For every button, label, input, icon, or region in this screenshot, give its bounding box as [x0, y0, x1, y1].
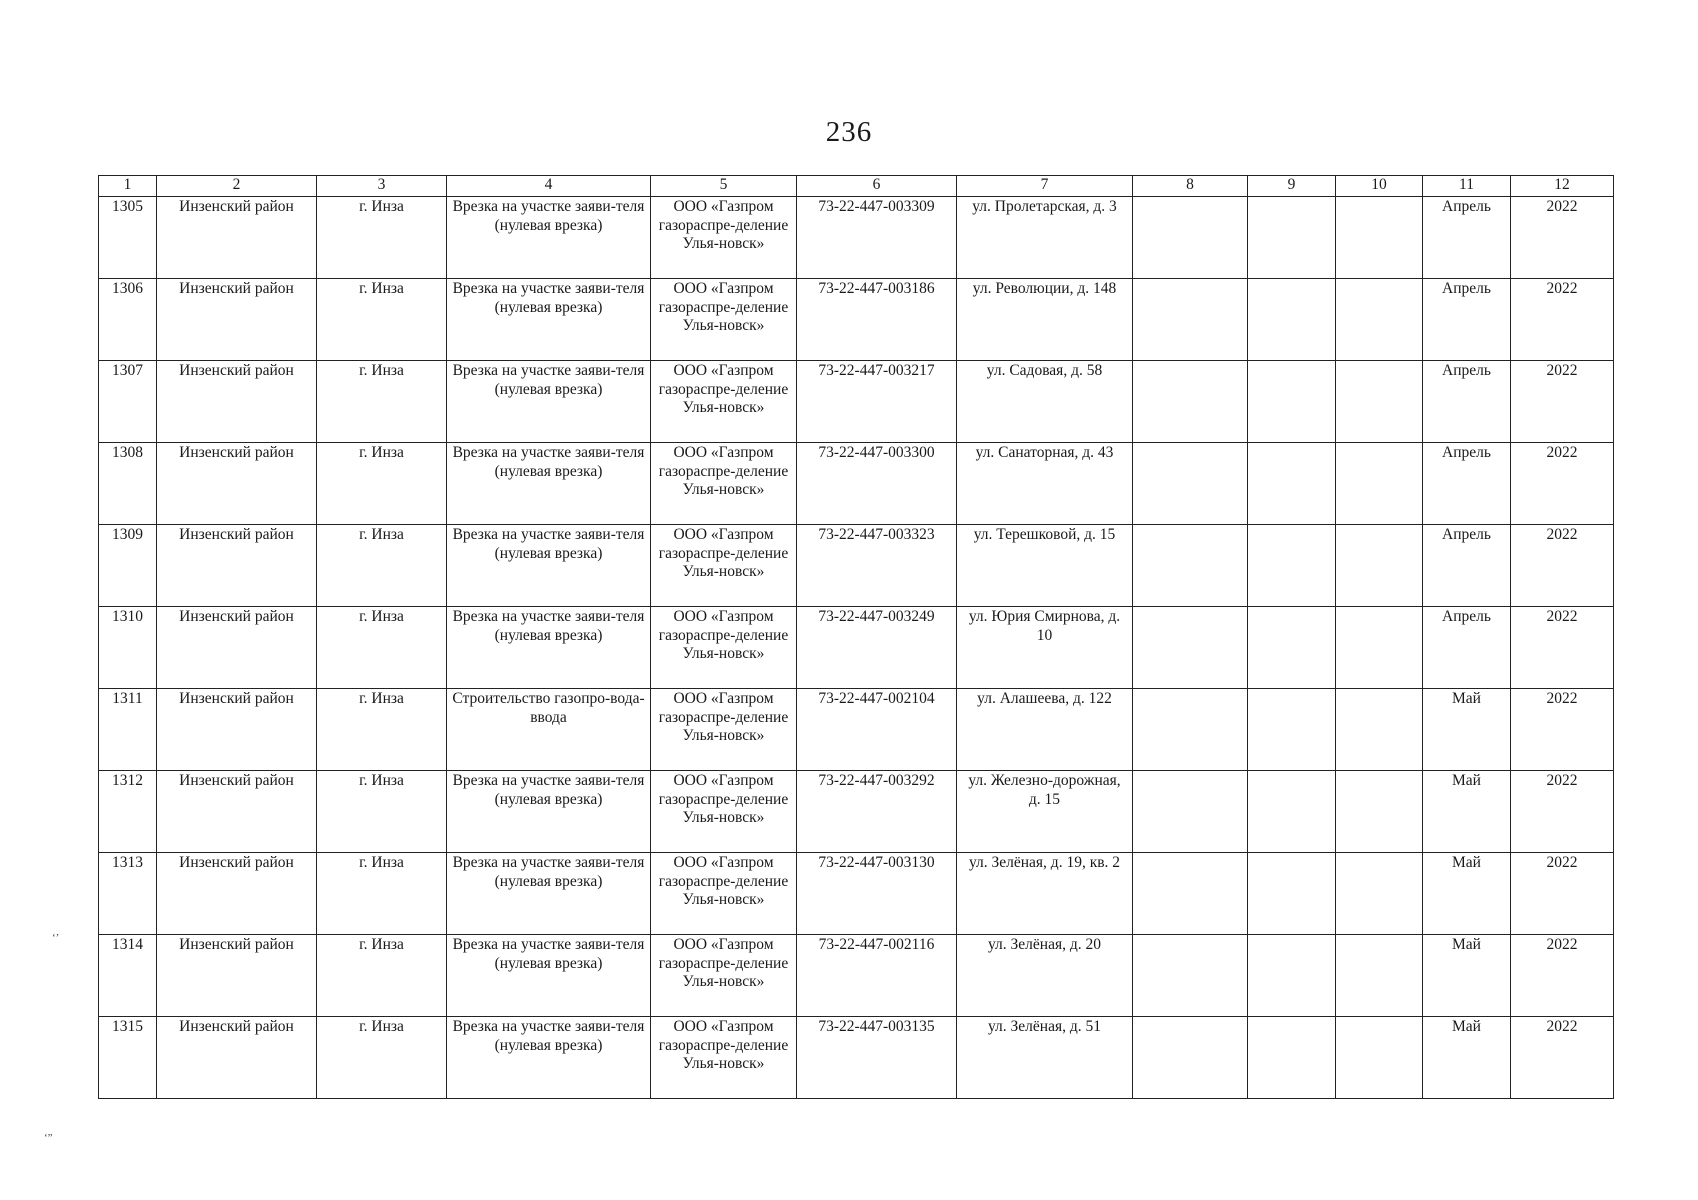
- column-10-cell: [1336, 525, 1423, 607]
- row-number-cell: 1313: [99, 853, 157, 935]
- cadastral-code-cell: 73-22-447-003217: [797, 361, 957, 443]
- table-row: [99, 279, 1614, 361]
- column-header: 1: [99, 176, 157, 197]
- locality-cell: г. Инза: [317, 197, 447, 279]
- district-cell: Инзенский район: [157, 771, 317, 853]
- cadastral-code-cell: 73-22-447-003186: [797, 279, 957, 361]
- work-type-cell: Врезка на участке заяви-теля (нулевая врезка): [447, 607, 651, 689]
- district-cell: Инзенский район: [157, 1017, 317, 1099]
- address-cell: ул. Терешковой, д. 15: [957, 525, 1133, 607]
- column-header: 5: [651, 176, 797, 197]
- month-cell: Май: [1423, 935, 1511, 1017]
- column-10-cell: [1336, 853, 1423, 935]
- cadastral-code-cell: 73-22-447-003292: [797, 771, 957, 853]
- month-cell: Апрель: [1423, 279, 1511, 361]
- column-9-cell: [1248, 197, 1336, 279]
- column-8-cell: [1133, 935, 1248, 1017]
- table-row: [99, 1017, 1614, 1099]
- year-cell: 2022: [1511, 689, 1614, 771]
- row-number-cell: 1311: [99, 689, 157, 771]
- month-cell: Апрель: [1423, 361, 1511, 443]
- table-row: [99, 853, 1614, 935]
- month-cell: Май: [1423, 771, 1511, 853]
- column-9-cell: [1248, 443, 1336, 525]
- column-10-cell: [1336, 1017, 1423, 1099]
- locality-cell: г. Инза: [317, 607, 447, 689]
- row-number-cell: 1305: [99, 197, 157, 279]
- year-cell: 2022: [1511, 525, 1614, 607]
- column-9-cell: [1248, 853, 1336, 935]
- month-cell: Май: [1423, 1017, 1511, 1099]
- address-cell: ул. Зелёная, д. 19, кв. 2: [957, 853, 1133, 935]
- column-8-cell: [1133, 853, 1248, 935]
- locality-cell: г. Инза: [317, 279, 447, 361]
- organization-cell: ООО «Газпром газораспре-деление Улья-новск»: [651, 1017, 797, 1099]
- address-cell: ул. Железно-дорожная, д. 15: [957, 771, 1133, 853]
- district-cell: Инзенский район: [157, 361, 317, 443]
- column-header: 6: [797, 176, 957, 197]
- column-8-cell: [1133, 771, 1248, 853]
- address-cell: ул. Санаторная, д. 43: [957, 443, 1133, 525]
- table-row: [99, 443, 1614, 525]
- column-9-cell: [1248, 771, 1336, 853]
- column-8-cell: [1133, 1017, 1248, 1099]
- column-9-cell: [1248, 525, 1336, 607]
- column-header: 11: [1423, 176, 1511, 197]
- address-cell: ул. Алашеева, д. 122: [957, 689, 1133, 771]
- organization-cell: ООО «Газпром газораспре-деление Улья-новск»: [651, 935, 797, 1017]
- table-row: [99, 525, 1614, 607]
- district-cell: Инзенский район: [157, 935, 317, 1017]
- work-type-cell: Врезка на участке заяви-теля (нулевая врезка): [447, 935, 651, 1017]
- organization-cell: ООО «Газпром газораспре-деление Улья-новск»: [651, 443, 797, 525]
- table-row: [99, 607, 1614, 689]
- address-cell: ул. Пролетарская, д. 3: [957, 197, 1133, 279]
- district-cell: Инзенский район: [157, 689, 317, 771]
- column-8-cell: [1133, 525, 1248, 607]
- cadastral-code-cell: 73-22-447-003309: [797, 197, 957, 279]
- column-header: 3: [317, 176, 447, 197]
- column-header: 7: [957, 176, 1133, 197]
- row-number-cell: 1314: [99, 935, 157, 1017]
- year-cell: 2022: [1511, 771, 1614, 853]
- column-10-cell: [1336, 689, 1423, 771]
- locality-cell: г. Инза: [317, 853, 447, 935]
- row-number-cell: 1308: [99, 443, 157, 525]
- cadastral-code-cell: 73-22-447-002116: [797, 935, 957, 1017]
- work-type-cell: Врезка на участке заяви-теля (нулевая врезка): [447, 197, 651, 279]
- organization-cell: ООО «Газпром газораспре-деление Улья-новск»: [651, 689, 797, 771]
- column-header: 8: [1133, 176, 1248, 197]
- column-10-cell: [1336, 197, 1423, 279]
- year-cell: 2022: [1511, 197, 1614, 279]
- address-cell: ул. Юрия Смирнова, д. 10: [957, 607, 1133, 689]
- column-10-cell: [1336, 361, 1423, 443]
- year-cell: 2022: [1511, 1017, 1614, 1099]
- locality-cell: г. Инза: [317, 443, 447, 525]
- organization-cell: ООО «Газпром газораспре-деление Улья-новск»: [651, 607, 797, 689]
- column-10-cell: [1336, 443, 1423, 525]
- register-table: [98, 175, 1614, 1099]
- address-cell: ул. Зелёная, д. 51: [957, 1017, 1133, 1099]
- column-header: 9: [1248, 176, 1336, 197]
- district-cell: Инзенский район: [157, 279, 317, 361]
- month-cell: Апрель: [1423, 607, 1511, 689]
- column-8-cell: [1133, 361, 1248, 443]
- district-cell: Инзенский район: [157, 525, 317, 607]
- district-cell: Инзенский район: [157, 853, 317, 935]
- row-number-cell: 1306: [99, 279, 157, 361]
- cadastral-code-cell: 73-22-447-003300: [797, 443, 957, 525]
- column-8-cell: [1133, 197, 1248, 279]
- cadastral-code-cell: 73-22-447-003323: [797, 525, 957, 607]
- locality-cell: г. Инза: [317, 361, 447, 443]
- column-header: 4: [447, 176, 651, 197]
- work-type-cell: Врезка на участке заяви-теля (нулевая врезка): [447, 1017, 651, 1099]
- row-number-cell: 1309: [99, 525, 157, 607]
- header-row: [99, 176, 1614, 197]
- column-header: 10: [1336, 176, 1423, 197]
- column-10-cell: [1336, 771, 1423, 853]
- table-body: [99, 197, 1614, 1099]
- month-cell: Апрель: [1423, 525, 1511, 607]
- column-10-cell: [1336, 607, 1423, 689]
- year-cell: 2022: [1511, 279, 1614, 361]
- work-type-cell: Врезка на участке заяви-теля (нулевая врезка): [447, 279, 651, 361]
- organization-cell: ООО «Газпром газораспре-деление Улья-новск»: [651, 771, 797, 853]
- month-cell: Май: [1423, 689, 1511, 771]
- column-8-cell: [1133, 689, 1248, 771]
- column-9-cell: [1248, 1017, 1336, 1099]
- cadastral-code-cell: 73-22-447-003135: [797, 1017, 957, 1099]
- column-9-cell: [1248, 607, 1336, 689]
- district-cell: Инзенский район: [157, 197, 317, 279]
- year-cell: 2022: [1511, 361, 1614, 443]
- month-cell: Май: [1423, 853, 1511, 935]
- row-number-cell: 1307: [99, 361, 157, 443]
- locality-cell: г. Инза: [317, 689, 447, 771]
- work-type-cell: Врезка на участке заяви-теля (нулевая врезка): [447, 443, 651, 525]
- locality-cell: г. Инза: [317, 771, 447, 853]
- organization-cell: ООО «Газпром газораспре-деление Улья-новск»: [651, 279, 797, 361]
- table-row: [99, 771, 1614, 853]
- locality-cell: г. Инза: [317, 1017, 447, 1099]
- locality-cell: г. Инза: [317, 935, 447, 1017]
- organization-cell: ООО «Газпром газораспре-деление Улья-новск»: [651, 525, 797, 607]
- month-cell: Апрель: [1423, 197, 1511, 279]
- column-10-cell: [1336, 935, 1423, 1017]
- row-number-cell: 1312: [99, 771, 157, 853]
- column-9-cell: [1248, 689, 1336, 771]
- table-row: [99, 689, 1614, 771]
- address-cell: ул. Зелёная, д. 20: [957, 935, 1133, 1017]
- table-row: [99, 361, 1614, 443]
- work-type-cell: Строительство газопро-вода-ввода: [447, 689, 651, 771]
- work-type-cell: Врезка на участке заяви-теля (нулевая врезка): [447, 361, 651, 443]
- year-cell: 2022: [1511, 607, 1614, 689]
- column-9-cell: [1248, 935, 1336, 1017]
- cadastral-code-cell: 73-22-447-002104: [797, 689, 957, 771]
- work-type-cell: Врезка на участке заяви-теля (нулевая врезка): [447, 525, 651, 607]
- organization-cell: ООО «Газпром газораспре-деление Улья-новск»: [651, 361, 797, 443]
- locality-cell: г. Инза: [317, 525, 447, 607]
- year-cell: 2022: [1511, 853, 1614, 935]
- work-type-cell: Врезка на участке заяви-теля (нулевая врезка): [447, 853, 651, 935]
- district-cell: Инзенский район: [157, 607, 317, 689]
- work-type-cell: Врезка на участке заяви-теля (нулевая врезка): [447, 771, 651, 853]
- table-row: [99, 197, 1614, 279]
- column-9-cell: [1248, 279, 1336, 361]
- scan-speck: ‘’: [52, 932, 60, 944]
- table-row: [99, 935, 1614, 1017]
- scan-speck: ‘”: [44, 1132, 53, 1144]
- column-8-cell: [1133, 607, 1248, 689]
- row-number-cell: 1315: [99, 1017, 157, 1099]
- cadastral-code-cell: 73-22-447-003249: [797, 607, 957, 689]
- month-cell: Апрель: [1423, 443, 1511, 525]
- address-cell: ул. Садовая, д. 58: [957, 361, 1133, 443]
- column-header: 12: [1511, 176, 1614, 197]
- year-cell: 2022: [1511, 443, 1614, 525]
- district-cell: Инзенский район: [157, 443, 317, 525]
- organization-cell: ООО «Газпром газораспре-деление Улья-новск»: [651, 853, 797, 935]
- year-cell: 2022: [1511, 935, 1614, 1017]
- column-9-cell: [1248, 361, 1336, 443]
- column-10-cell: [1336, 279, 1423, 361]
- column-header: 2: [157, 176, 317, 197]
- organization-cell: ООО «Газпром газораспре-деление Улья-новск»: [651, 197, 797, 279]
- column-8-cell: [1133, 443, 1248, 525]
- address-cell: ул. Революции, д. 148: [957, 279, 1133, 361]
- cadastral-code-cell: 73-22-447-003130: [797, 853, 957, 935]
- page-number: 236: [825, 116, 873, 148]
- row-number-cell: 1310: [99, 607, 157, 689]
- column-8-cell: [1133, 279, 1248, 361]
